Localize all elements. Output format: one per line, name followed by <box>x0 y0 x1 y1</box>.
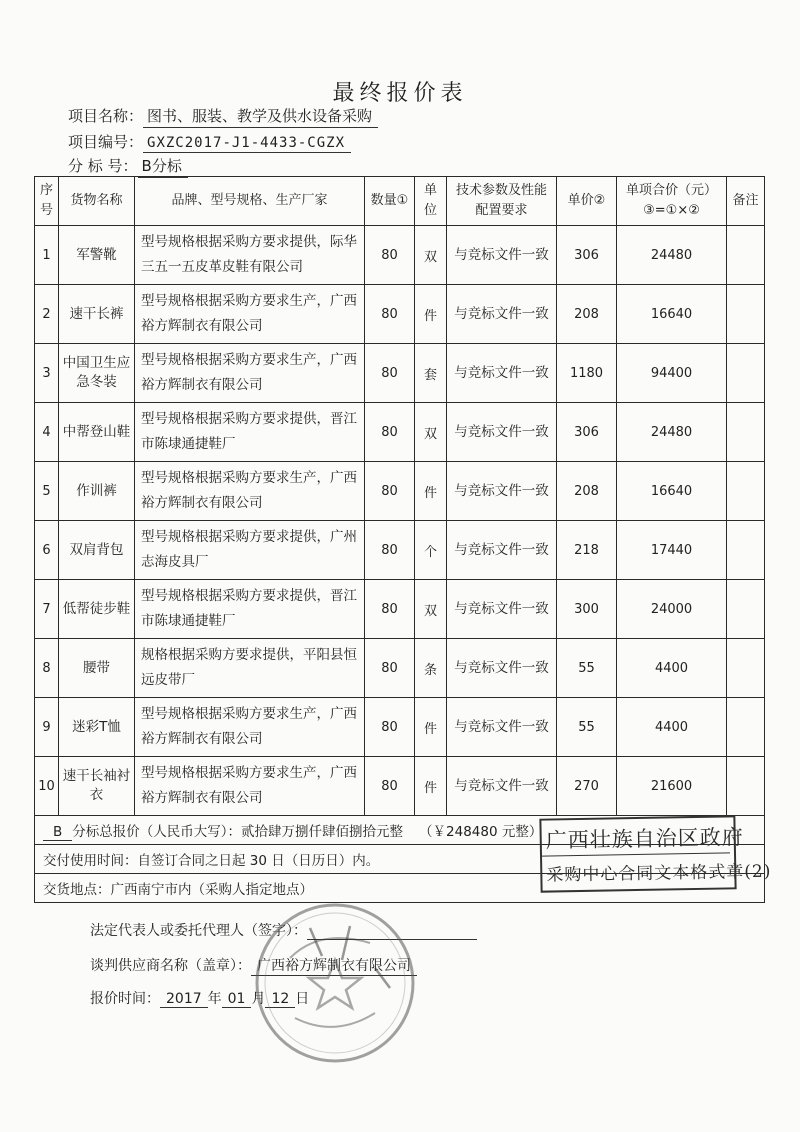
quote-year: 2017 <box>160 991 208 1008</box>
cell-tech: 与竞标文件一致 <box>447 285 557 344</box>
cell-remark <box>727 521 765 580</box>
stamp-line-2: 采购中心合同文本格式章(2) <box>546 861 772 886</box>
cell-seq: 9 <box>35 698 59 757</box>
table-row <box>35 521 765 580</box>
cell-price: 208 <box>557 462 617 521</box>
header-qty: 数量① <box>365 177 415 226</box>
cell-qty: 80 <box>365 344 415 403</box>
header-seq: 序号 <box>35 177 59 226</box>
cell-qty: 80 <box>365 462 415 521</box>
cell-unit: 双 <box>415 226 447 285</box>
quote-day-unit: 日 <box>295 991 310 1007</box>
delivery-time: 交付使用时间：自签订合同之日起 30 日（日历日）内。 <box>35 845 765 874</box>
total-amount-words: 贰拾肆万捌仟肆佰捌拾元整 <box>241 823 404 840</box>
cell-goods: 中帮登山鞋 <box>59 403 135 462</box>
cell-goods: 作训裤 <box>59 462 135 521</box>
cell-total: 24480 <box>617 403 727 462</box>
cell-qty: 80 <box>365 639 415 698</box>
cell-spec: 型号规格根据采购方要求生产，广西裕方辉制衣有限公司 <box>135 344 365 403</box>
cell-spec: 型号规格根据采购方要求提供，晋江市陈埭通捷鞋厂 <box>135 403 365 462</box>
cell-spec: 型号规格根据采购方要求生产，广西裕方辉制衣有限公司 <box>135 698 365 757</box>
stamp-line-1: 广西壮族自治区政府 <box>545 825 744 853</box>
total-amount-number: （￥248480 元整） <box>419 823 543 840</box>
quote-date-label: 报价时间： <box>90 991 160 1007</box>
header-remark: 备注 <box>727 177 765 226</box>
cell-remark <box>727 403 765 462</box>
lot-value: B分标 <box>138 155 188 178</box>
cell-total: 24480 <box>617 226 727 285</box>
cell-remark <box>727 285 765 344</box>
project-code-value: GXZC2017-J1-4433-CGZX <box>143 135 351 153</box>
cell-total: 16640 <box>617 462 727 521</box>
page-title: 最终报价表 <box>332 81 468 106</box>
cell-total: 4400 <box>617 639 727 698</box>
header-price: 单价② <box>557 177 617 226</box>
table-row <box>35 344 765 403</box>
cell-remark <box>727 344 765 403</box>
cell-price: 1180 <box>557 344 617 403</box>
cell-tech: 与竞标文件一致 <box>447 757 557 816</box>
cell-total: 94400 <box>617 344 727 403</box>
cell-seq: 4 <box>35 403 59 462</box>
header-spec: 品牌、型号规格、生产厂家 <box>135 177 365 226</box>
cell-tech: 与竞标文件一致 <box>447 698 557 757</box>
cell-goods: 速干长袖衬衣 <box>59 757 135 816</box>
table-row <box>35 639 765 698</box>
quotation-table <box>34 176 765 903</box>
cell-seq: 5 <box>35 462 59 521</box>
cell-goods: 迷彩T恤 <box>59 698 135 757</box>
cell-price: 55 <box>557 698 617 757</box>
cell-remark <box>727 462 765 521</box>
cell-price: 306 <box>557 403 617 462</box>
cell-tech: 与竞标文件一致 <box>447 521 557 580</box>
cell-remark <box>727 580 765 639</box>
cell-total: 16640 <box>617 285 727 344</box>
contract-format-stamp <box>539 815 772 892</box>
cell-qty: 80 <box>365 698 415 757</box>
header-unit: 单位 <box>415 177 447 226</box>
cell-seq: 7 <box>35 580 59 639</box>
cell-remark <box>727 698 765 757</box>
cell-qty: 80 <box>365 757 415 816</box>
representative-label: 法定代表人或委托代理人（签字）： <box>90 923 307 939</box>
cell-price: 55 <box>557 639 617 698</box>
quote-month-unit: 月 <box>251 991 266 1007</box>
cell-total: 17440 <box>617 521 727 580</box>
cell-unit: 套 <box>415 344 447 403</box>
project-code-label: 项目编号： <box>68 133 144 151</box>
cell-seq: 1 <box>35 226 59 285</box>
cell-unit: 双 <box>415 580 447 639</box>
cell-unit: 双 <box>415 403 447 462</box>
cell-seq: 2 <box>35 285 59 344</box>
table-header-row <box>35 177 765 226</box>
cell-tech: 与竞标文件一致 <box>447 344 557 403</box>
cell-unit: 件 <box>415 285 447 344</box>
lot-label: 分 标 号： <box>68 157 138 175</box>
total-label: 分标总报价（人民币大写）： <box>72 823 242 840</box>
cell-total: 24000 <box>617 580 727 639</box>
cell-goods: 军警靴 <box>59 226 135 285</box>
total-lot: B <box>43 824 72 841</box>
cell-price: 306 <box>557 226 617 285</box>
quote-day: 12 <box>265 991 295 1008</box>
cell-goods: 中国卫生应急冬装 <box>59 344 135 403</box>
cell-total: 4400 <box>617 698 727 757</box>
cell-spec: 规格根据采购方要求提供，平阳县恒远皮带厂 <box>135 639 365 698</box>
cell-tech: 与竞标文件一致 <box>447 462 557 521</box>
supplier-name: 广西裕方辉制衣有限公司 <box>251 955 417 976</box>
cell-qty: 80 <box>365 580 415 639</box>
cell-tech: 与竞标文件一致 <box>447 580 557 639</box>
table-row <box>35 403 765 462</box>
cell-price: 218 <box>557 521 617 580</box>
table-row <box>35 462 765 521</box>
cell-goods: 低帮徒步鞋 <box>59 580 135 639</box>
cell-unit: 条 <box>415 639 447 698</box>
cell-qty: 80 <box>365 226 415 285</box>
cell-qty: 80 <box>365 403 415 462</box>
cell-price: 270 <box>557 757 617 816</box>
cell-tech: 与竞标文件一致 <box>447 639 557 698</box>
cell-unit: 件 <box>415 757 447 816</box>
cell-price: 300 <box>557 580 617 639</box>
cell-spec: 型号规格根据采购方要求提供，际华三五一五皮革皮鞋有限公司 <box>135 226 365 285</box>
project-name-line <box>68 105 378 128</box>
delivery-place: 交货地点：广西南宁市内（采购人指定地点） <box>35 874 765 903</box>
table-row <box>35 580 765 639</box>
cell-unit: 件 <box>415 462 447 521</box>
cell-remark <box>727 226 765 285</box>
cell-goods: 双肩背包 <box>59 521 135 580</box>
cell-goods: 腰带 <box>59 639 135 698</box>
cell-seq: 10 <box>35 757 59 816</box>
table-row <box>35 226 765 285</box>
table-row <box>35 285 765 344</box>
cell-spec: 型号规格根据采购方要求生产，广西裕方辉制衣有限公司 <box>135 462 365 521</box>
project-code-line <box>68 131 351 153</box>
cell-remark <box>727 639 765 698</box>
cell-spec: 型号规格根据采购方要求生产，广西裕方辉制衣有限公司 <box>135 757 365 816</box>
cell-seq: 8 <box>35 639 59 698</box>
header-total: 单项合价（元）③=①×② <box>617 177 727 226</box>
header-goods: 货物名称 <box>59 177 135 226</box>
project-name-label: 项目名称： <box>68 107 144 125</box>
cell-unit: 件 <box>415 698 447 757</box>
cell-remark <box>727 757 765 816</box>
cell-goods: 速干长裤 <box>59 285 135 344</box>
table-row <box>35 757 765 816</box>
header-tech: 技术参数及性能配置要求 <box>447 177 557 226</box>
supplier-label: 谈判供应商名称（盖章）： <box>90 958 251 974</box>
company-seal-icon <box>250 898 420 1068</box>
lot-line <box>68 155 188 178</box>
cell-qty: 80 <box>365 285 415 344</box>
cell-spec: 型号规格根据采购方要求生产，广西裕方辉制衣有限公司 <box>135 285 365 344</box>
cell-unit: 个 <box>415 521 447 580</box>
cell-spec: 型号规格根据采购方要求提供，广州志海皮具厂 <box>135 521 365 580</box>
quote-month: 01 <box>222 991 252 1008</box>
cell-price: 208 <box>557 285 617 344</box>
cell-total: 21600 <box>617 757 727 816</box>
cell-qty: 80 <box>365 521 415 580</box>
quote-year-unit: 年 <box>207 991 222 1007</box>
cell-tech: 与竞标文件一致 <box>447 226 557 285</box>
cell-tech: 与竞标文件一致 <box>447 403 557 462</box>
cell-seq: 3 <box>35 344 59 403</box>
table-row <box>35 698 765 757</box>
cell-spec: 型号规格根据采购方要求提供，晋江市陈埭通捷鞋厂 <box>135 580 365 639</box>
project-name-value: 图书、服装、教学及供水设备采购 <box>143 105 378 128</box>
cell-seq: 6 <box>35 521 59 580</box>
